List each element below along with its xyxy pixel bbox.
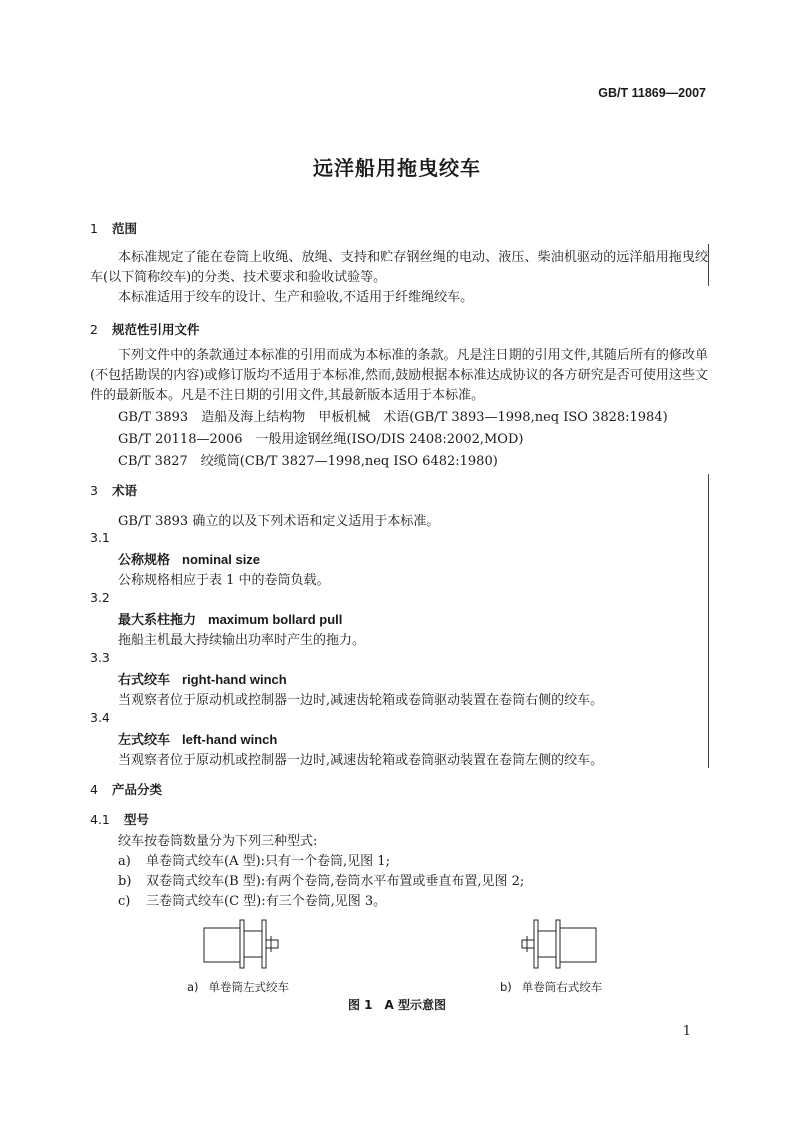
term-3-3-title [118, 669, 287, 688]
caption-text: 单卷筒左式绞车 [208, 980, 290, 994]
drum-barrel [244, 931, 262, 957]
section-3-heading [90, 481, 137, 499]
term-3-4-definition: 当观察者位于原动机或控制器一边时,减速齿轮箱或卷筒驱动装置在卷筒左侧的绞车。 [118, 753, 604, 768]
drum-flange [534, 920, 538, 968]
section-number: 2 [90, 322, 98, 337]
section-4-heading [90, 780, 162, 798]
list-item [118, 890, 386, 909]
subsection-4-1-intro: 绞车按卷筒数量分为下列三种型式: [118, 834, 318, 849]
term-3-4-title [118, 729, 277, 748]
list-marker: a) [118, 854, 131, 869]
list-item [118, 870, 524, 889]
figure-a-drawing [200, 918, 290, 970]
revision-bar [708, 244, 709, 286]
section-1-paragraph-2: 本标准适用于绞车的设计、生产和验收,不适用于纤维绳绞车。 [118, 290, 474, 305]
figure-a-caption [187, 979, 289, 995]
list-item [118, 850, 390, 869]
section-title: 范围 [112, 221, 138, 236]
list-marker: c) [118, 894, 131, 909]
drum-flange [556, 920, 560, 968]
subsection-number: 4.1 [90, 812, 110, 827]
section-title: 规范性引用文件 [112, 322, 200, 337]
gearbox-shape [204, 928, 240, 962]
term-3-3-number: 3.3 [90, 650, 110, 665]
reference-3: CB/T 3827 绞缆筒(CB/T 3827—1998,neq ISO 6482:1980) [118, 454, 498, 469]
term-en: maximum bollard pull [208, 612, 343, 627]
document-title: 远洋船用拖曳绞车 [313, 156, 481, 180]
section-2-paragraph: 下列文件中的条款通过本标准的引用而成为本标准的条款。凡是注日期的引用文件,其随后所有的修改单(不包括勘误的内容)或修订版均不适用于本标准,然而,鼓励根据本标准达成协议的各方研究是否可使用这些文件的最新版本。凡是不注日期的引用文件,其最新版本适用于本标准。 [90, 348, 708, 403]
subsection-title: 型号 [124, 812, 150, 827]
page-number: 1 [682, 1024, 691, 1039]
term-en: left-hand winch [182, 732, 278, 747]
section-1-heading [90, 219, 137, 237]
term-3-1-definition: 公称规格相应于表 1 中的卷筒负载。 [118, 573, 330, 588]
term-cn: 右式绞车 [118, 673, 171, 688]
drum-flange [262, 920, 266, 968]
list-marker: b) [118, 874, 132, 889]
term-3-3-definition: 当观察者位于原动机或控制器一边时,减速齿轮箱或卷筒驱动装置在卷筒右侧的绞车。 [118, 693, 604, 708]
section-1-paragraph-1: 本标准规定了能在卷筒上收绳、放绳、支持和贮存钢丝绳的电动、液压、柴油机驱动的远洋船用拖曳绞车(以下简称绞车)的分类、技术要求和验收试验等。 [90, 250, 708, 285]
caption-marker: b) [500, 980, 512, 994]
term-en: nominal size [182, 552, 261, 567]
list-text: 双卷筒式绞车(B 型):有两个卷筒,卷筒水平布置或垂直布置,见图 2; [146, 874, 525, 889]
shaft-bearing [522, 940, 534, 948]
term-3-1-title [118, 549, 260, 568]
reference-1: GB/T 3893 造船及海上结构物 甲板机械 术语(GB/T 3893—1998,neq ISO 3828:1984) [118, 410, 668, 425]
drum-flange [240, 920, 244, 968]
section-number: 4 [90, 782, 98, 797]
list-text: 单卷筒式绞车(A 型):只有一个卷筒,见图 1; [146, 854, 390, 869]
term-cn: 左式绞车 [118, 733, 171, 748]
reference-2: GB/T 20118—2006 一般用途钢丝绳(ISO/DIS 2408:2002,MOD) [118, 432, 524, 447]
section-number: 3 [90, 483, 98, 498]
term-cn: 最大系柱拖力 [118, 613, 197, 628]
term-3-2-number: 3.2 [90, 590, 110, 605]
term-en: right-hand winch [182, 672, 287, 687]
shaft-bearing [266, 940, 278, 948]
section-3-intro: GB/T 3893 确立的以及下列术语和定义适用于本标准。 [118, 514, 440, 529]
figure-title: 图 1 A 型示意图 [348, 998, 446, 1012]
section-number: 1 [90, 221, 98, 236]
section-title: 术语 [112, 483, 138, 498]
list-text: 三卷筒式绞车(C 型):有三个卷筒,见图 3。 [146, 894, 387, 909]
term-3-2-definition: 拖船主机最大持续输出功率时产生的拖力。 [118, 633, 366, 648]
subsection-4-1-heading [90, 810, 149, 828]
drum-barrel [538, 931, 556, 957]
caption-text: 单卷筒右式绞车 [521, 980, 603, 994]
term-cn: 公称规格 [118, 553, 171, 568]
figure-b-caption [500, 979, 602, 995]
gearbox-shape [560, 928, 596, 962]
revision-bar [708, 474, 709, 768]
term-3-4-number: 3.4 [90, 710, 110, 725]
term-3-1-number: 3.1 [90, 530, 110, 545]
section-2-heading [90, 320, 200, 338]
standard-number: GB/T 11869—2007 [598, 86, 706, 100]
caption-marker: a) [187, 980, 199, 994]
term-3-2-title [118, 609, 342, 628]
figure-b-drawing [518, 918, 608, 970]
section-title: 产品分类 [112, 782, 163, 797]
